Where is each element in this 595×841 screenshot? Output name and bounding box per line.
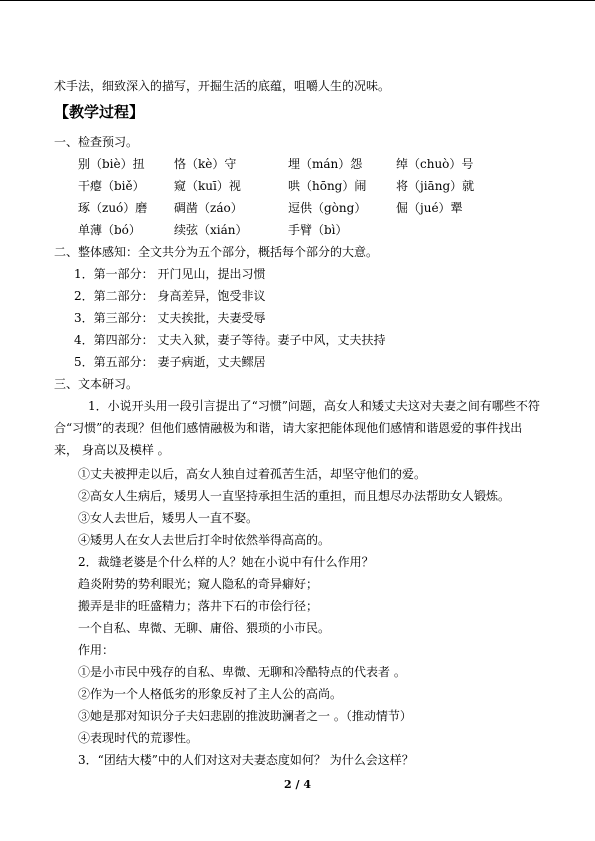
vocab-item: 哄（hōng）闹 <box>288 179 367 193</box>
answer-1-item: ④矮男人在女人去世后打伞时依然举得高高的。 <box>78 533 331 547</box>
vocab-item: 续弦（xián） <box>174 223 248 237</box>
section2-title: 二、整体感知：全文共分为五个部分，概括每个部分的大意。 <box>54 245 379 259</box>
intro-line: 术手法，细致深入的描写，开掘生活的底蕴，咀嚼人生的况味。 <box>54 79 391 93</box>
vocab-item: 埋（mán）怨 <box>288 157 363 171</box>
vocab-item: 单薄（bó） <box>78 223 141 237</box>
part-summary: 1．第一部分： 开门见山，提出习惯 <box>74 267 266 281</box>
role-item: ③她是那对知识分子夫妇悲剧的推波助澜者之一 。（推动情节） <box>78 709 412 723</box>
vocab-item: 恪（kè）守 <box>174 157 237 171</box>
question-2: 2．裁缝老婆是个什么样的人？她在小说中有什么作用？ <box>78 555 374 569</box>
answer-1-item: ①丈夫被押走以后，高女人独自过着孤苦生活，却坚守他们的爱。 <box>78 467 427 481</box>
question-3: 3．“团结大楼”中的人们对这对夫妻态度如何？ 为什么会这样？ <box>78 753 414 767</box>
vocab-item: 手臂（bì） <box>288 223 348 237</box>
question-1-line: 合“习惯”的表现？但他们感情融极为和谐，请大家把能体现他们感情和谐恩爱的事件找出 <box>54 421 523 435</box>
top-border-line <box>0 0 595 1</box>
answer-1-item: ②高女人生病后，矮男人一直坚持承担生活的重担，而且想尽办法帮助女人锻炼。 <box>78 489 511 503</box>
page-number: 2 / 4 <box>284 778 311 791</box>
vocab-item: 干瘪（biě） <box>78 179 145 193</box>
part-summary: 4．第四部分： 丈夫入狱，妻子等待。妻子中风，丈夫扶持 <box>74 333 386 347</box>
part-summary: 2．第二部分： 身高差异，饱受非议 <box>74 289 266 303</box>
section3-title: 三、文本研习。 <box>54 377 139 391</box>
vocab-item: 将（jiāng）就 <box>396 179 475 193</box>
vocab-item: 绰（chuò）号 <box>396 157 474 171</box>
answer-2-line: 一个自私、卑微、无聊、庸俗、猥琐的小市民。 <box>78 621 331 635</box>
vocab-item: 倔（jué）犟 <box>396 201 463 215</box>
question-1-line: 1．小说开头用一段引言提出了“习惯”问题，高女人和矮丈夫这对夫妻之间有哪些不符 <box>88 399 540 413</box>
answer-2-line: 趋炎附势的势利眼光；窥人隐私的奇异癖好； <box>78 577 319 591</box>
answer-2-line: 搬弄是非的旺盛精力；落井下石的市侩行径； <box>78 599 319 613</box>
answer-1-item: ③女人去世后，矮男人一直不娶。 <box>78 511 259 525</box>
question-1-line: 来， 身高以及模样 。 <box>54 443 170 457</box>
section1-title: 一、检查预习。 <box>54 135 139 149</box>
vocab-item: 别（biè）扭 <box>78 157 145 171</box>
role-label: 作用： <box>78 643 115 657</box>
part-summary: 3．第三部分： 丈夫挨批，夫妻受辱 <box>74 311 266 325</box>
part-summary: 5．第五部分： 妻子病逝，丈夫鳏居 <box>74 355 266 369</box>
role-item: ①是小市民中残存的自私、卑微、无聊和冷酷特点的代表者 。 <box>78 665 406 679</box>
role-item: ④表现时代的荒谬性。 <box>78 731 199 745</box>
vocab-item: 窥（kuī）视 <box>174 179 241 193</box>
vocab-item: 逗供（gòng） <box>288 201 367 215</box>
vocab-item: 碉凿（záo） <box>174 201 243 215</box>
section-heading-teaching-process: 【教学过程】 <box>54 103 145 121</box>
role-item: ②作为一个人格低劣的形象反衬了主人公的高尚。 <box>78 687 343 701</box>
vocab-item: 琢（zuó）磨 <box>78 201 148 215</box>
